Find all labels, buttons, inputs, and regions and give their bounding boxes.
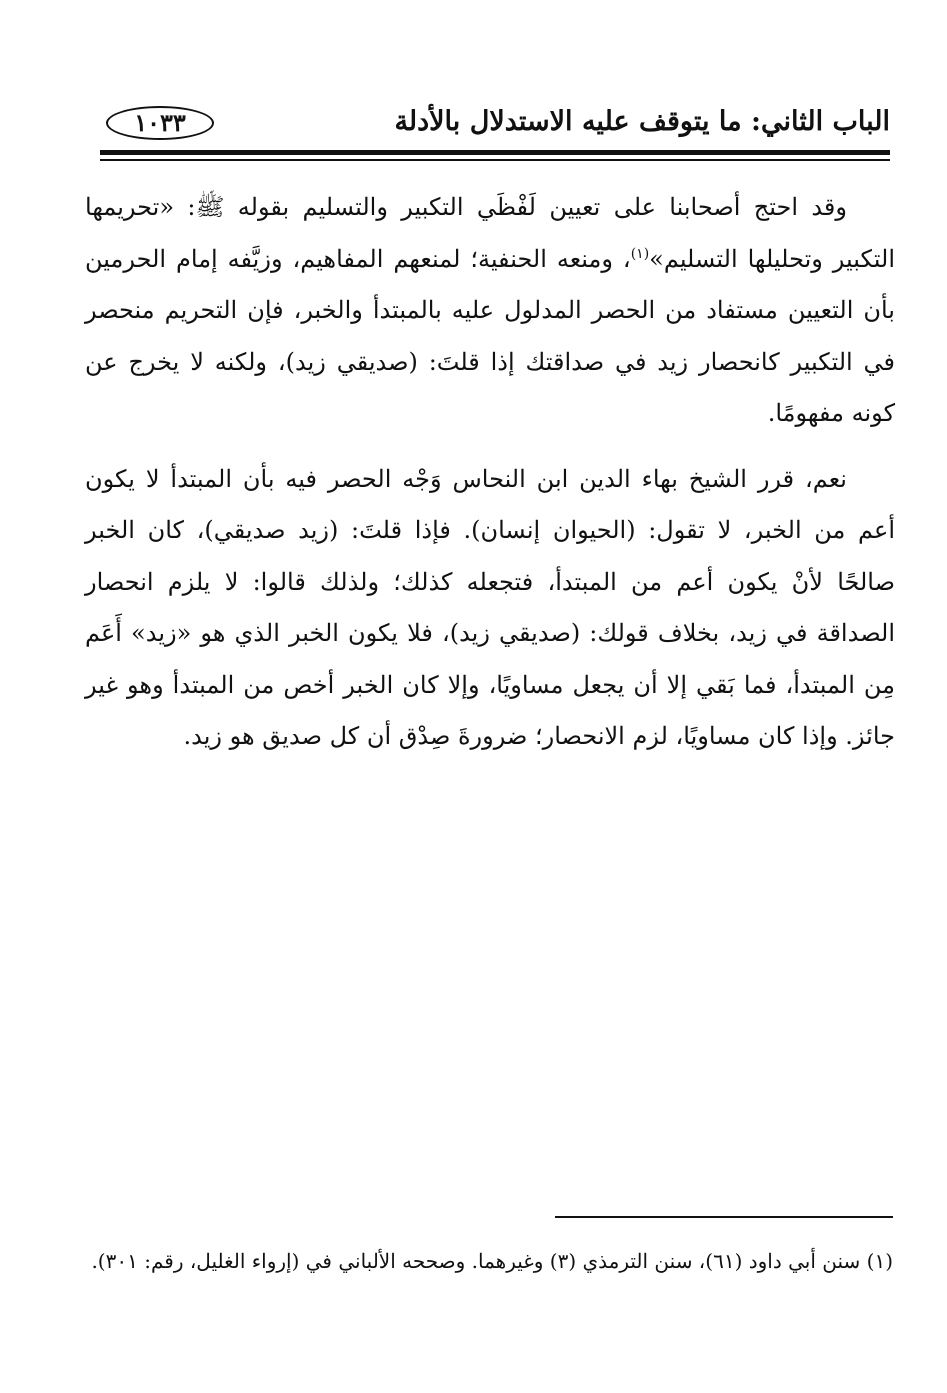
running-header	[100, 100, 890, 144]
footnote-separator	[555, 1216, 893, 1218]
footnote: (١) سنن أبي داود (٦١)، سنن الترمذي (٣) وغيرهما. وصححه الألباني في (إرواء الغليل، رقم: ٣٠١).	[91, 1249, 893, 1273]
paragraph-1-text-b: ، ومنعه الحنفية؛ لمنعهم المفاهيم، وزيَّفه إمام الحرمين بأن التعيين مستفاد من الحصر المدلول عليه بالمبتدأ والخبر، فإن التحريم منحصر في التكبير كانحصار زيد في صداقتك إذا قلتَ: (صديقي زيد)، ولكنه لا يخرج عن كونه مفهومًا.	[85, 244, 896, 427]
paragraph-1-text-a: وقد احتج أصحابنا على تعيين لَفْظَي التكبير والتسليم بقوله ﷺ: «تحريمها التكبير وتحليلها التسليم»	[85, 193, 895, 273]
paragraph-1	[85, 182, 895, 440]
paragraph-2: نعم، قرر الشيخ بهاء الدين ابن النحاس وَجْه الحصر فيه بأن المبتدأ لا يكون أعم من الخبر، لا تقول: (الحيوان إنسان). فإذا قلتَ: (زيد صديقي)، كان الخبر صالحًا لأنْ يكون أعم من المبتدأ، فتجعله كذلك؛ ولذلك قالوا: لا يلزم انحصار الصداقة في زيد، بخلاف قولك: (صديقي زيد)، فلا يكون الخبر الذي هو «زيد» أَعَم مِن المبتدأ، فما بَقي إلا أن يجعل مساويًا، وإلا كان الخبر أخص من المبتدأ وهو غير جائز. وإذا كان مساويًا، لزم الانحصار؛ ضرورةَ صِدْق أن كل صديق هو زيد.	[85, 464, 895, 750]
header-rule-thick	[100, 150, 890, 155]
footnote-reference: (١)	[630, 245, 650, 262]
chapter-title: الباب الثاني: ما يتوقف عليه الاستدلال بالأدلة	[394, 106, 890, 137]
main-text	[85, 182, 895, 777]
header-rule-thin	[100, 159, 890, 161]
page-number: ١٠٣٣	[106, 106, 214, 140]
